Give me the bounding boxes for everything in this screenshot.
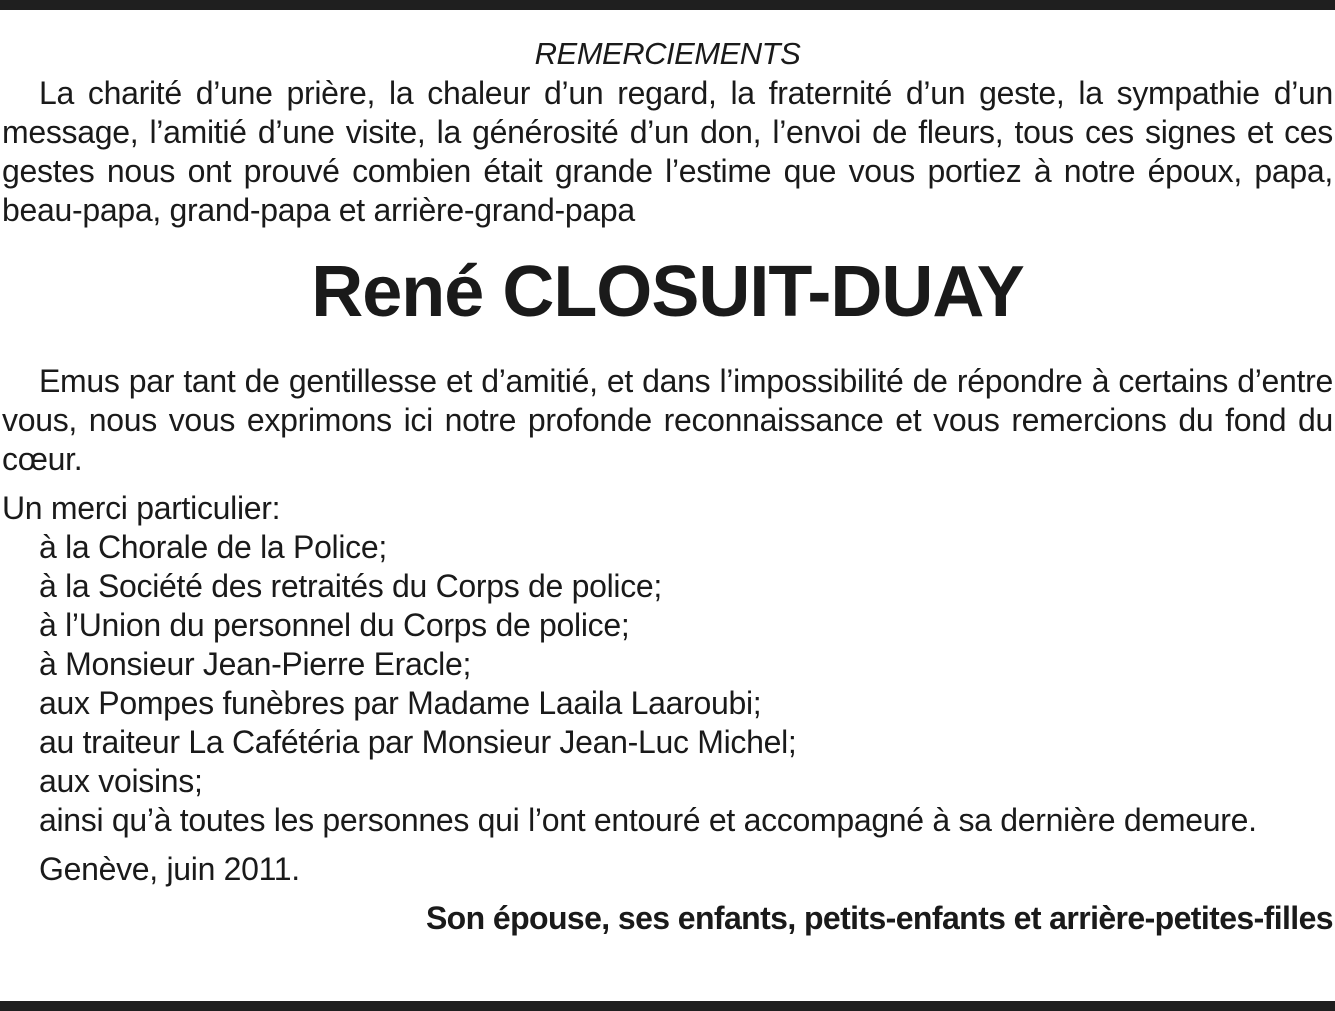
- thanks-intro: Un merci particulier:: [2, 490, 281, 526]
- thanks-item: aux Pompes funèbres par Madame Laaila Laaroubi;: [39, 685, 762, 721]
- signature: Son épouse, ses enfants, petits-enfants et arrière-petites-filles: [425, 900, 1333, 936]
- thanks-item: à l’Union du personnel du Corps de police;: [39, 607, 630, 643]
- thanks-item: à la Chorale de la Police;: [39, 529, 387, 565]
- notice-body: [2, 34, 1333, 938]
- top-rule: [0, 0, 1335, 10]
- place-date: Genève, juin 2011.: [39, 851, 300, 887]
- notice-heading: REMERCIEMENTS: [534, 36, 801, 71]
- thanks-list: [2, 528, 1333, 840]
- thanks-item: aux voisins;: [39, 763, 203, 799]
- deceased-name: René CLOSUIT-DUAY: [311, 252, 1024, 332]
- thanks-item: à Monsieur Jean-Pierre Eracle;: [39, 646, 472, 682]
- thanks-item: au traiteur La Cafétéria par Monsieur Jean-Luc Michel;: [39, 724, 797, 760]
- bottom-rule: [0, 1001, 1335, 1011]
- gratitude-paragraph: Emus par tant de gentillesse et d’amitié, et dans l’impossibilité de répondre à certains d’entre vous, nous vous exprimons ici notre profonde reconnaissance et vous remercions du fond du cœur.: [2, 363, 1333, 477]
- intro-paragraph: La charité d’une prière, la chaleur d’un regard, la fraternité d’un geste, la sympathie d’un message, l’amitié d’une visite, la générosité d’un don, l’envoi de fleurs, tous ces signes et ces gestes nous ont prouvé combien était grande l’estime que vous portiez à notre époux, papa, beau-papa, grand-papa et arrière-grand-papa: [2, 75, 1333, 228]
- thanks-item: à la Société des retraités du Corps de police;: [39, 568, 662, 604]
- thanks-item: ainsi qu’à toutes les personnes qui l’ont entouré et accompagné à sa dernière demeure.: [39, 802, 1257, 838]
